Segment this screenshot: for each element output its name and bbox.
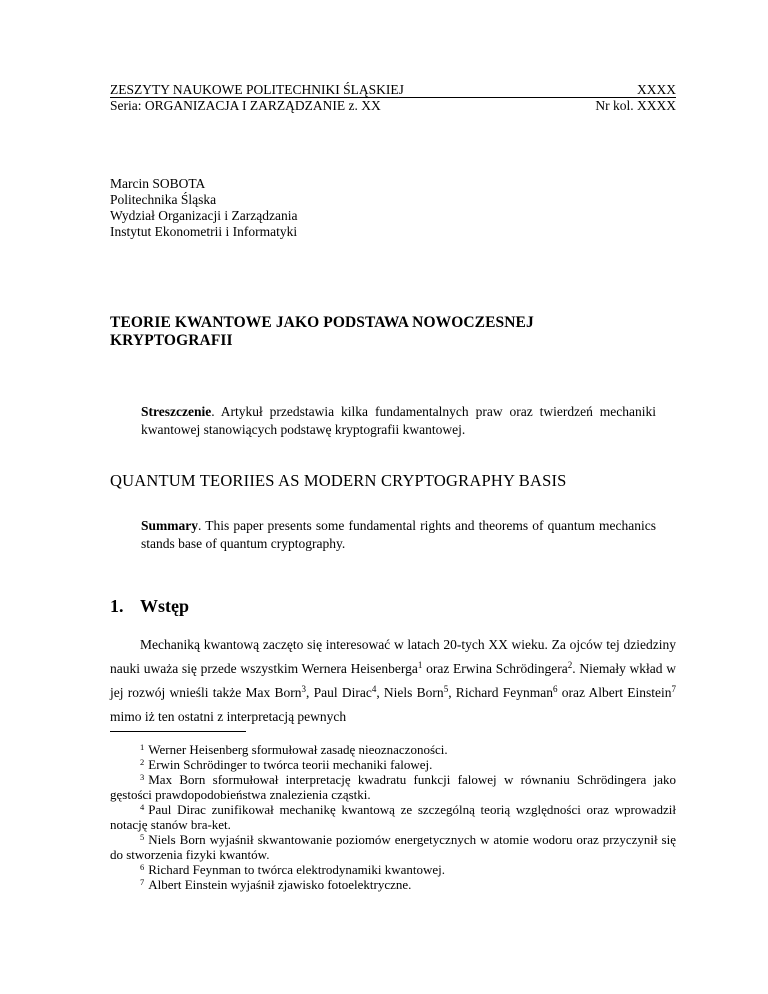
section-number: 1.: [110, 596, 124, 616]
footnote-ref-2[interactable]: 2: [567, 660, 573, 670]
footnote-text: Richard Feynman to twórca elektrodynamiki kwantowej.: [148, 862, 446, 877]
summary-text: . This paper presents some fundamental rights and theorems of quantum mechanics stands base of quantum cryptography.: [141, 518, 656, 551]
header-rule: [110, 97, 676, 98]
footnote-text: Erwin Schrödinger to twórca teorii mechaniki falowej.: [148, 757, 433, 772]
footnote-ref-7[interactable]: 7: [671, 684, 677, 694]
journal-name: ZESZYTY NAUKOWE POLITECHNIKI ŚLĄSKIEJ: [110, 82, 404, 97]
footnote-number: 2: [140, 757, 145, 767]
footnote-number: 6: [140, 862, 145, 872]
footnote-text: Paul Dirac zunifikował mechanikę kwantową ze szczególną teorią względności oraz wprowadził notację stanów bra-ket.: [110, 802, 676, 832]
author-block: [110, 176, 297, 240]
footnote-number: 7: [140, 877, 145, 887]
footnotes: [110, 742, 676, 892]
intro-paragraph: Mechaniką kwantową zaczęto się interesować w latach 20-tych XX wieku. Za ojców tej dziedziny nauki uważa się przede wszystkim Wernera Heisenberga$^1$ oraz Erwina Schrödingera$^2$. Niemały wkład w jej rozwój wnieśli także Max Born$^3$, Paul Dirac$^4$, Niels Born$^5$, Richard Feynman$^6$ oraz Albert Einstein$^7$ mimo iż ten ostatni z interpretacją pewnych: [110, 637, 677, 724]
abstract-pl: [141, 403, 656, 439]
author-name: Marcin SOBOTA: [110, 176, 206, 191]
paper-title: [110, 314, 670, 350]
body-text: [110, 633, 676, 729]
english-title: QUANTUM TEORIIES AS MODERN CRYPTOGRAPHY BASIS: [110, 471, 567, 490]
footnote-text: Niels Born wyjaśnił skwantowanie poziomów energetycznych w atomie wodoru oraz przyczynił się do stworzenia fizyki kwantów.: [110, 832, 676, 862]
section-title: Wstęp: [140, 596, 189, 616]
journal-number: Nr kol. XXXX: [595, 98, 676, 113]
footnote-6: [110, 862, 676, 877]
footnote-ref-3[interactable]: 3: [301, 684, 306, 694]
title-line-2: KRYPTOGRAFII: [110, 332, 233, 349]
footnote-number: 5: [140, 832, 145, 842]
author-faculty: Wydział Organizacji i Zarządzania: [110, 208, 298, 223]
footnote-text: Albert Einstein wyjaśnił zjawisko fotoelektryczne.: [148, 877, 412, 892]
summary-label: Summary: [141, 518, 198, 533]
footnote-ref-1[interactable]: 1: [417, 660, 423, 670]
section-heading: [110, 595, 189, 617]
footnote-7: [110, 877, 676, 892]
footnote-4: [110, 802, 676, 832]
footnote-number: 3: [140, 772, 145, 782]
footnote-5: [110, 832, 676, 862]
footnote-text: Werner Heisenberg sformułował zasadę nieoznaczoności.: [148, 742, 448, 757]
footnote-ref-6[interactable]: 6: [553, 684, 558, 694]
footnote-3: [110, 772, 676, 802]
footnote-number: 4: [140, 802, 145, 812]
author-institute: Instytut Ekonometrii i Informatyki: [110, 224, 298, 239]
series-name: Seria: ORGANIZACJA I ZARZĄDZANIE z. XX: [110, 98, 381, 113]
footnote-ref-5[interactable]: 5: [443, 684, 449, 694]
running-header-left: [110, 82, 404, 114]
journal-year: XXXX: [637, 82, 676, 97]
summary-en: [141, 517, 656, 553]
abstract-label: Streszczenie: [141, 404, 212, 419]
footnote-text: Max Born sformułował interpretację kwadratu funkcji falowej w równaniu Schrödingera jako gęstości prawdopodobieństwa znalezienia cząstki.: [110, 772, 676, 802]
author-university: Politechnika Śląska: [110, 192, 217, 207]
abstract-text: . Artykuł przedstawia kilka fundamentalnych praw oraz twierdzeń mechaniki kwantowej stanowiących podstawę kryptografii kwantowej.: [141, 404, 656, 437]
footnote-1: [110, 742, 676, 757]
footnote-2: [110, 757, 676, 772]
running-header-right: [595, 82, 676, 114]
footnote-ref-4[interactable]: 4: [371, 684, 377, 694]
title-line-1: TEORIE KWANTOWE JAKO PODSTAWA NOWOCZESNEJ: [110, 314, 534, 331]
footnote-number: 1: [140, 742, 145, 752]
footnote-rule: [110, 731, 246, 732]
